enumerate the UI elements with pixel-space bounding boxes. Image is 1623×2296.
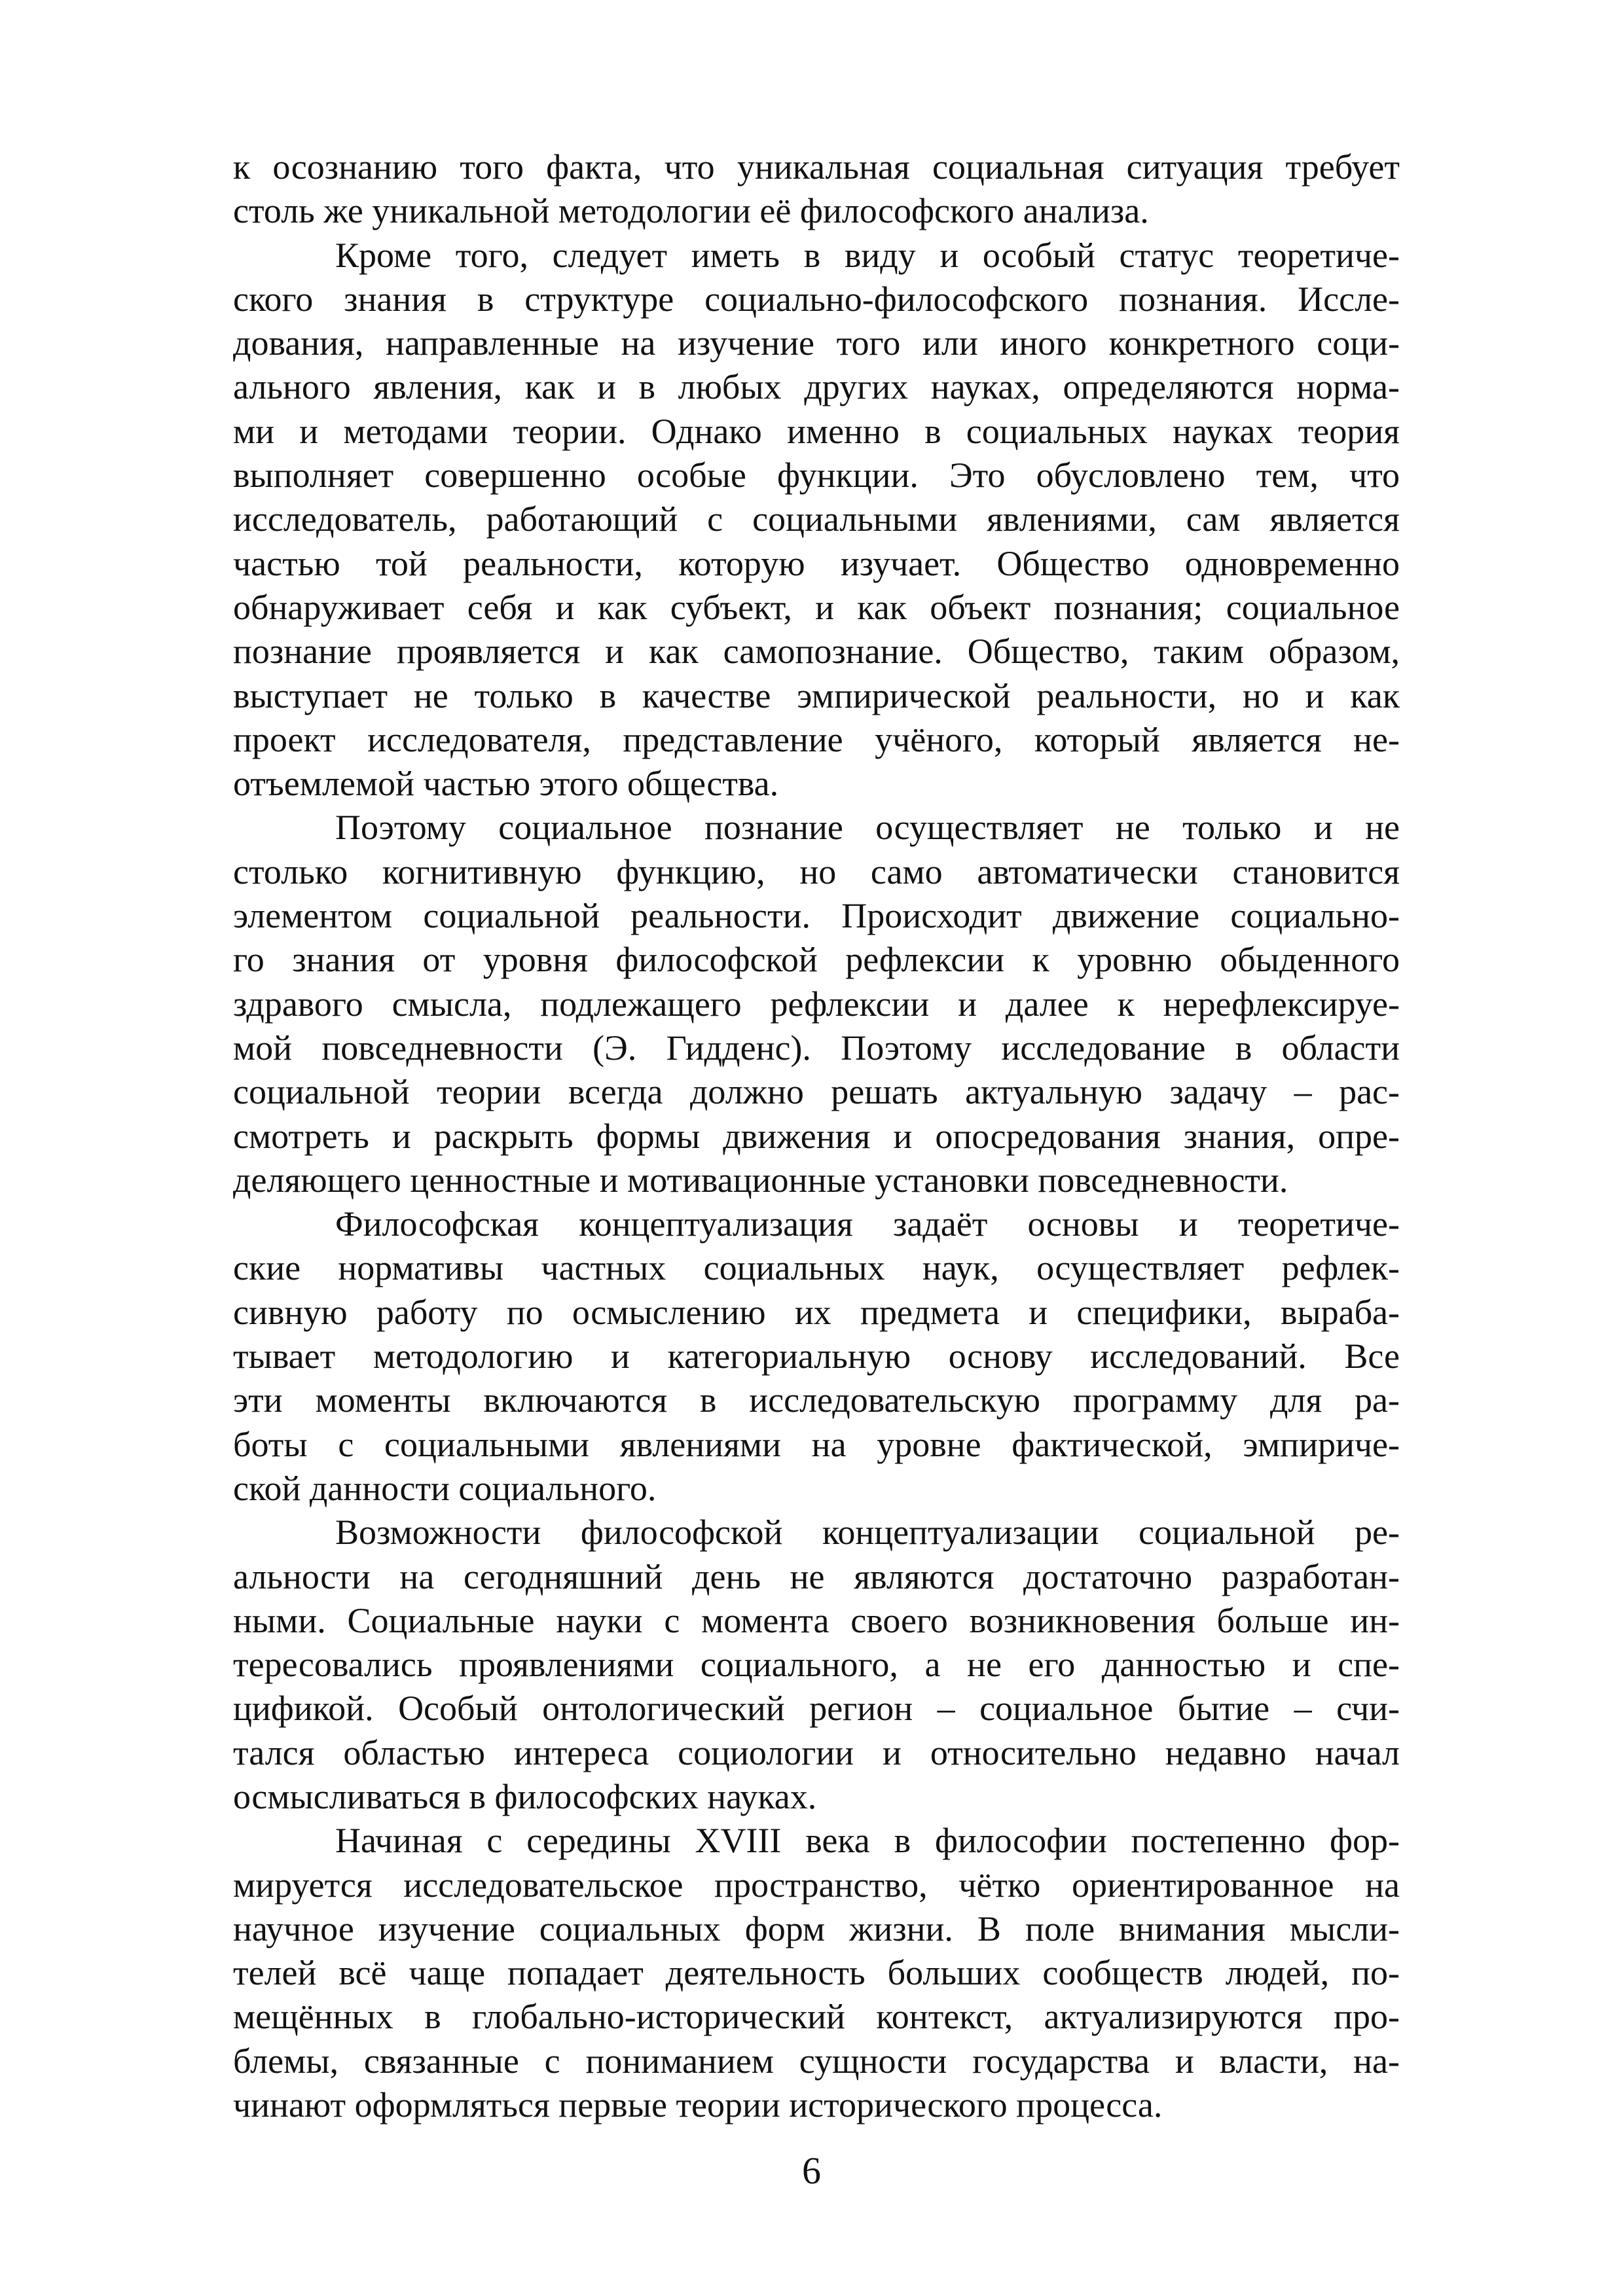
text-line: смотреть и раскрыть формы движения и опосредования знания, опре- (233, 1116, 1400, 1156)
text-line: альности на сегодняшний день не являются достаточно разработан- (233, 1556, 1400, 1596)
text-line: элементом социальной реальности. Происходит движение социально- (233, 896, 1400, 936)
paragraph (233, 1819, 1400, 2127)
paragraph (233, 234, 1400, 806)
text-line: дования, направленные на изучение того или иного конкретного соци- (233, 323, 1400, 363)
paragraph (233, 1511, 1400, 1819)
text-line: познание проявляется и как самопознание. Общество, таким образом, (233, 632, 1400, 672)
text-line: здравого смысла, подлежащего рефлексии и далее к нерефлексируе- (233, 984, 1400, 1024)
text-line: столь же уникальной методологии её философского анализа. (233, 191, 1149, 231)
text-line: деляющего ценностные и мотивационные установки повседневности. (233, 1160, 1288, 1200)
text-line: тывает методологию и категориальную основу исследований. Все (233, 1336, 1400, 1376)
text-line: го знания от уровня философской рефлексии к уровню обыденного (233, 940, 1400, 980)
text-line: ской данности социального. (233, 1468, 657, 1508)
text-line: отъемлемой частью этого общества. (233, 764, 779, 804)
text-line: ского знания в структуре социально-философского познания. Иссле- (233, 279, 1400, 319)
text-line: осмысливаться в философских науках. (233, 1776, 817, 1816)
text-line: Философская концептуализация задаёт основы и теоретиче- (335, 1204, 1400, 1244)
text-line: тересовались проявлениями социального, а не его данностью и спе- (233, 1645, 1400, 1685)
text-line: блемы, связанные с пониманием сущности государства и власти, на- (233, 2041, 1400, 2081)
text-line: тался областью интереса социологии и относительно недавно начал (233, 1732, 1400, 1772)
text-line: чинают оформляться первые теории исторического процесса. (233, 2085, 1163, 2125)
text-line: боты с социальными явлениями на уровне фактической, эмпириче- (233, 1424, 1400, 1464)
text-line: выполняет совершенно особые функции. Это обусловлено тем, что (233, 456, 1400, 495)
paragraph (233, 806, 1400, 1202)
page-number: 6 (802, 2149, 821, 2192)
text-line: выступает не только в качестве эмпирической реальности, но и как (233, 675, 1400, 715)
text-line: частью той реальности, которую изучает. Общество одновременно (233, 543, 1400, 583)
text-line: эти моменты включаются в исследовательскую программу для ра- (233, 1380, 1400, 1420)
text-line: к осознанию того факта, что уникальная социальная ситуация требует (233, 147, 1400, 187)
text-line: обнаруживает себя и как субъект, и как объект познания; социальное (233, 587, 1400, 627)
text-line: проект исследователя, представление учёного, который является не- (233, 719, 1400, 759)
text-line: цификой. Особый онтологический регион – социальное бытие – счи- (233, 1689, 1400, 1729)
text-line: ального явления, как и в любых других науках, определяются норма- (233, 367, 1400, 407)
paragraph (233, 1202, 1400, 1511)
paragraph (233, 145, 1400, 234)
text-line: Начиная с середины XVIII века в философии постепенно фор- (335, 1821, 1400, 1861)
text-line: телей всё чаще попадает деятельность больших сообществ людей, по- (233, 1953, 1400, 1993)
text-line: ские нормативы частных социальных наук, осуществляет рефлек- (233, 1248, 1400, 1288)
text-line: мируется исследовательское пространство, чётко ориентированное на (233, 1865, 1400, 1905)
text-line: исследователь, работающий с социальными явлениями, сам является (233, 499, 1400, 539)
text-line: Поэтому социальное познание осуществляет не только и не (335, 808, 1400, 848)
text-line: столько когнитивную функцию, но само автоматически становится (233, 852, 1400, 891)
body-text (233, 145, 1400, 2127)
text-line: социальной теории всегда должно решать актуальную задачу – рас- (233, 1072, 1400, 1112)
text-line: сивную работу по осмыслению их предмета и специфики, выраба- (233, 1292, 1400, 1332)
text-line: научное изучение социальных форм жизни. В поле внимания мысли- (233, 1909, 1400, 1948)
text-line: Кроме того, следует иметь в виду и особый статус теоретиче- (335, 235, 1400, 275)
text-line: мещённых в глобально-исторический контекст, актуализируются про- (233, 1997, 1400, 2037)
text-line: ными. Социальные науки с момента своего возникновения больше ин- (233, 1600, 1400, 1640)
text-line: Возможности философской концептуализации социальной ре- (335, 1513, 1400, 1552)
text-line: мой повседневности (Э. Гидденс). Поэтому исследование в области (233, 1028, 1400, 1067)
text-line: ми и методами теории. Однако именно в социальных науках теория (233, 411, 1400, 451)
